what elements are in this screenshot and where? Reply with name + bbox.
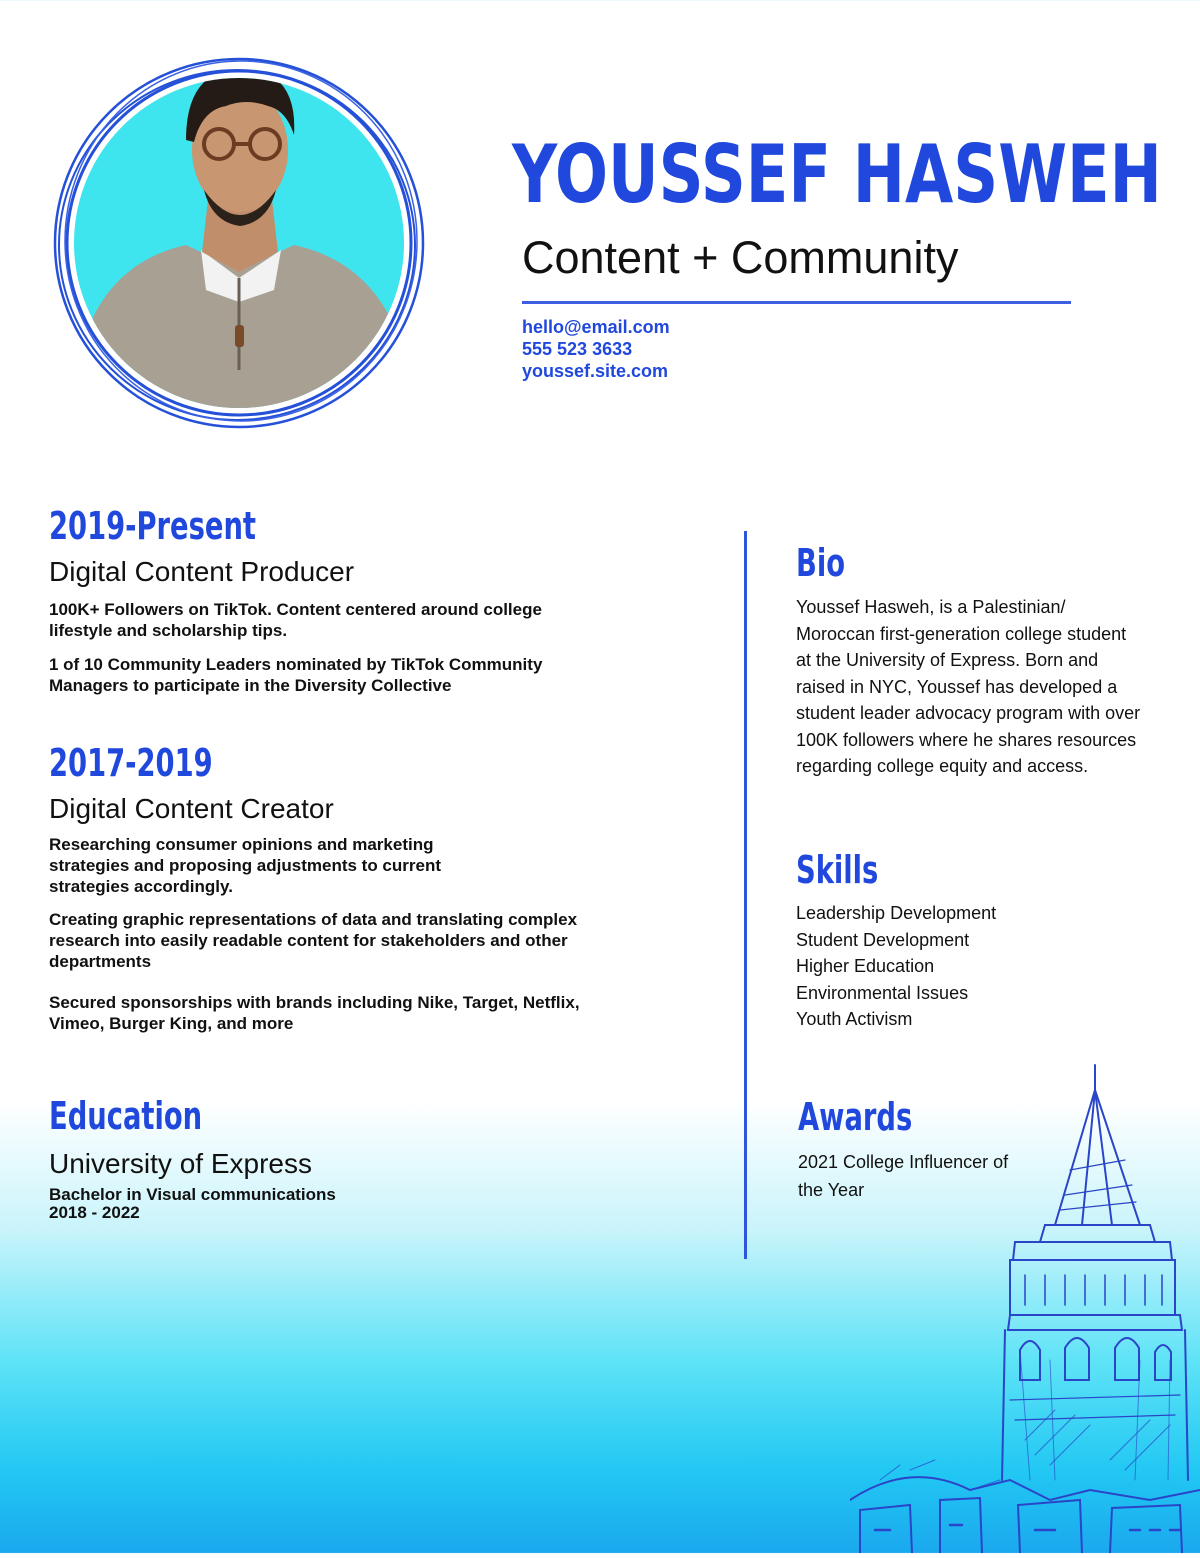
experience-bullet: Secured sponsorships with brands including Nike, Target, Netflix, Vimeo, Burger King, and more (49, 993, 580, 1033)
header-divider (522, 301, 1071, 304)
bio-text: Youssef Hasweh, is a Palestinian/ Moroccan first-generation college student at the University of Express. Born and raised in NYC, Youssef has developed a student leader advocacy program with over 100K followers where he shares resources regarding college equity and access. (796, 597, 1141, 776)
education-title: Education (49, 1094, 203, 1138)
experience-role-2: Digital Content Creator (49, 793, 334, 824)
awards-title: Awards (798, 1095, 913, 1139)
profile-photo (36, 40, 442, 446)
experience-period-1: 2019-Present (49, 504, 257, 548)
skills-title: Skills (796, 848, 879, 892)
awards-text: 2021 College Influencer of the Year (798, 1152, 1009, 1200)
bio-title: Bio (796, 541, 846, 585)
email-link[interactable]: hello@email.com (522, 317, 670, 337)
experience-bullet: 100K+ Followers on TikTok. Content centered around college lifestyle and scholarship tips. (49, 600, 542, 640)
experience-bullet: Creating graphic representations of data and translating complex research into easily readable content for stakeholders and other departments (49, 910, 578, 971)
contact-info (522, 316, 670, 382)
skill-item: Higher Education (796, 956, 935, 976)
phone-number: 555 523 3633 (522, 339, 633, 359)
skill-item: Student Development (796, 929, 970, 950)
avatar (36, 40, 442, 446)
tagline: Content + Community (522, 232, 959, 283)
skill-item: Environmental Issues (796, 982, 969, 1003)
education-degree: Bachelor in Visual communications (49, 1185, 336, 1204)
experience-bullet: Researching consumer opinions and marketing strategies and proposing adjustments to current strategies accordingly. (49, 835, 442, 896)
experience-role-1: Digital Content Producer (49, 556, 355, 587)
experience-bullet: 1 of 10 Community Leaders nominated by TikTok Community Managers to participate in the Diversity Collective (49, 655, 543, 695)
education-school: University of Express (49, 1148, 312, 1179)
column-divider (744, 531, 747, 1259)
name-heading: YOUSSEF HASWEH (512, 128, 1162, 221)
education-years: 2018 - 2022 (49, 1203, 140, 1222)
experience-period-2: 2017-2019 (49, 741, 213, 785)
skill-item: Leadership Development (796, 903, 997, 923)
skills-list (796, 900, 1156, 1033)
tower-sketch-illustration (850, 1060, 1200, 1553)
website-link[interactable]: youssef.site.com (522, 361, 669, 381)
skill-item: Youth Activism (796, 1009, 913, 1029)
